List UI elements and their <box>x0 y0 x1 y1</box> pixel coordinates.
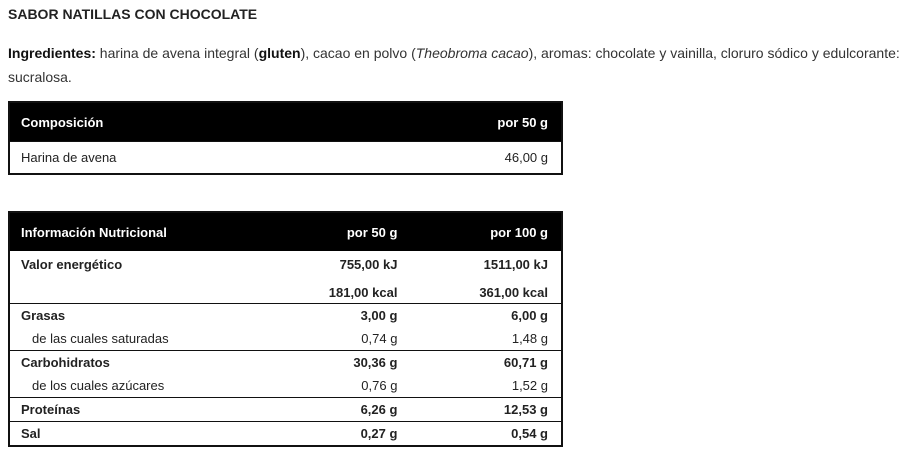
table-row <box>9 281 562 304</box>
sugars-100: 1,52 g <box>511 378 548 393</box>
energy-kcal-100: 361,00 kcal <box>479 284 548 300</box>
saturated-50: 0,74 g <box>361 331 398 346</box>
energy-kj-50: 755,00 kJ <box>339 257 398 272</box>
saturated-100: 1,48 g <box>511 331 548 346</box>
table-row <box>9 422 562 447</box>
carbs-100: 60,71 g <box>410 351 562 375</box>
energy-kj-100: 1511,00 kJ <box>483 257 548 272</box>
carbs-50: 30,36 g <box>260 351 411 375</box>
species-name: Theobroma cacao <box>415 45 529 61</box>
saturated-label: de las cuales saturadas <box>32 331 169 346</box>
ingredients-text <box>8 41 912 89</box>
fat-100: 6,00 g <box>410 304 562 328</box>
composition-item-label: Harina de avena <box>9 142 347 175</box>
nutrition-header-label: Información Nutricional <box>9 212 260 251</box>
composition-table <box>8 101 563 175</box>
energy-label: Valor energético <box>21 257 123 272</box>
composition-item-value: 46,00 g <box>347 142 562 175</box>
nutrition-header-row <box>9 212 562 251</box>
protein-label: Proteínas <box>9 398 260 422</box>
protein-100: 12,53 g <box>410 398 562 422</box>
table-row <box>9 251 562 281</box>
ingredients-part-1: harina de avena integral ( <box>95 45 259 61</box>
table-row <box>9 398 562 422</box>
composition-header-row <box>9 102 562 142</box>
nutrition-table <box>8 211 563 447</box>
sugars-50: 0,76 g <box>361 378 398 393</box>
composition-header-per50: por 50 g <box>347 102 562 142</box>
ingredients-label: Ingredientes: <box>8 45 96 61</box>
carbs-label: Carbohidratos <box>9 351 260 375</box>
fat-50: 3,00 g <box>260 304 411 328</box>
table-row <box>9 304 562 328</box>
composition-header-label: Composición <box>9 102 347 142</box>
table-row <box>9 374 562 398</box>
salt-50: 0,27 g <box>260 422 411 447</box>
ingredients-part-3: ), aromas: chocolate y vainilla, cloruro sódico y edulcorante: sucralosa. <box>8 45 900 85</box>
salt-100: 0,54 g <box>410 422 562 447</box>
sugars-label: de los cuales azúcares <box>32 378 165 393</box>
table-row <box>9 142 562 175</box>
ingredients-part-2: ), cacao en polvo ( <box>300 45 416 61</box>
product-title: SABOR NATILLAS CON CHOCOLATE <box>8 6 258 22</box>
table-row <box>9 327 562 351</box>
energy-kcal-50: 181,00 kcal <box>328 284 398 300</box>
nutrition-header-per50: por 50 g <box>260 212 411 251</box>
table-row <box>9 351 562 375</box>
nutrition-header-per100: por 100 g <box>410 212 562 251</box>
allergen-gluten: gluten <box>258 45 301 61</box>
salt-label: Sal <box>9 422 260 447</box>
fat-label: Grasas <box>9 304 260 328</box>
protein-50: 6,26 g <box>260 398 411 422</box>
